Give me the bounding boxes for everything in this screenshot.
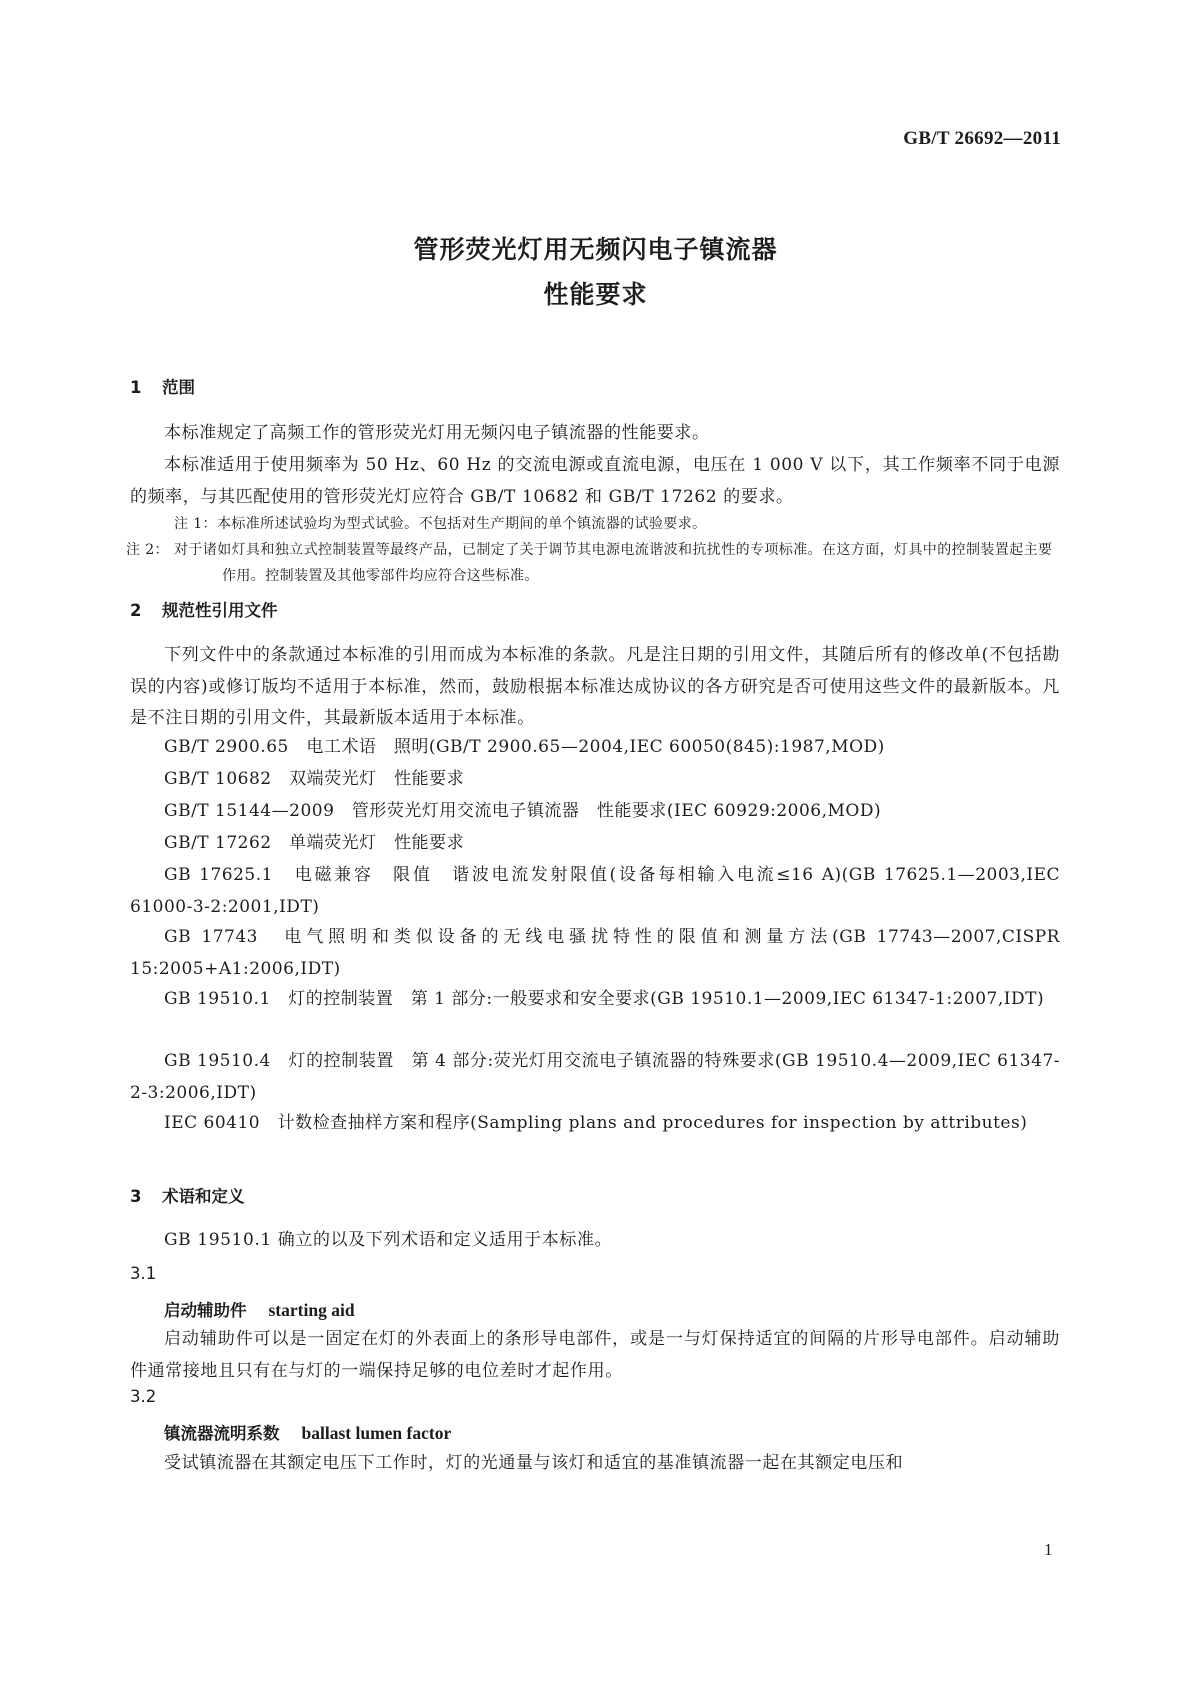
section-heading-scope bbox=[130, 374, 195, 398]
reference-item: GB 17743 电气照明和类似设备的无线电骚扰特性的限值和测量方法(GB 17743—2007,CISPR 15:2005+A1:2006,IDT) bbox=[130, 927, 1060, 979]
clause-number: 3.2 bbox=[130, 1387, 157, 1406]
term-heading bbox=[164, 1420, 451, 1444]
section-title: 规范性引用文件 bbox=[162, 601, 278, 620]
document-number: GB/T 26692—2011 bbox=[903, 128, 1061, 149]
terms-intro: GB 19510.1 确立的以及下列术语和定义适用于本标准。 bbox=[164, 1230, 613, 1250]
reference-item: GB/T 15144—2009 管形荧光灯用交流电子镇流器 性能要求(IEC 60929:2006,MOD) bbox=[164, 801, 882, 821]
reference-item: GB 19510.1 灯的控制装置 第 1 部分:一般要求和安全要求(GB 19510.1—2009,IEC 61347-1:2007,IDT) bbox=[164, 989, 1045, 1009]
reference-item: GB/T 2900.65 电工术语 照明(GB/T 2900.65—2004,IEC 60050(845):1987,MOD) bbox=[164, 737, 885, 757]
note-label: 注 1： bbox=[174, 516, 217, 532]
document-subtitle: 性能要求 bbox=[543, 280, 648, 309]
note-1 bbox=[174, 511, 1060, 537]
document-title: 管形荧光灯用无频闪电子镇流器 bbox=[413, 235, 778, 264]
note-text: 对于诸如灯具和独立式控制装置等最终产品，已制定了关于调节其电源电流谐波和抗扰性的专项标准。在这方面，灯具中的控制装置起主要作用。控制装置及其他零部件均应符合这些标准。 bbox=[174, 542, 1053, 584]
term-zh: 镇流器流明系数 bbox=[164, 1424, 280, 1443]
note-text: 本标准所述试验均为型式试验。不包括对生产期间的单个镇流器的试验要求。 bbox=[216, 516, 707, 532]
page-number: 1 bbox=[1044, 1540, 1053, 1559]
section-number: 3 bbox=[130, 1187, 142, 1206]
term-en: starting aid bbox=[268, 1300, 355, 1320]
clause-number: 3.1 bbox=[130, 1264, 157, 1283]
reference-item: GB 19510.4 灯的控制装置 第 4 部分:荧光灯用交流电子镇流器的特殊要求(GB 19510.4—2009,IEC 61347-2-3:2006,IDT) bbox=[130, 1051, 1060, 1103]
section-number: 1 bbox=[130, 378, 142, 397]
section-number: 2 bbox=[130, 601, 142, 620]
term-definition: 启动辅助件可以是一固定在灯的外表面上的条形导电部件，或是一与灯保持适宜的间隔的片形导电部件。启动辅助件通常接地且只有在与灯的一端保持足够的电位差时才起作用。 bbox=[130, 1329, 1060, 1381]
term-en: ballast lumen factor bbox=[301, 1423, 452, 1443]
reference-item: GB 17625.1 电磁兼容 限值 谐波电流发射限值(设备每相输入电流≤16 A)(GB 17625.1—2003,IEC 61000-3-2:2001,IDT) bbox=[130, 865, 1060, 917]
term-heading bbox=[164, 1297, 355, 1321]
normative-intro: 下列文件中的条款通过本标准的引用而成为本标准的条款。凡是注日期的引用文件，其随后所有的修改单(不包括勘误的内容)或修订版均不适用于本标准，然而，鼓励根据本标准达成协议的各方研究是否可使用这些文件的最新版本。凡是不注日期的引用文件，其最新版本适用于本标准。 bbox=[130, 645, 1060, 728]
scope-paragraph-1: 本标准规定了高频工作的管形荧光灯用无频闪电子镇流器的性能要求。 bbox=[164, 423, 710, 443]
scope-paragraph-2: 本标准适用于使用频率为 50 Hz、60 Hz 的交流电源或直流电源，电压在 1 000 V 以下，其工作频率不同于电源的频率，与其匹配使用的管形荧光灯应符合 GB/T 10682 和 GB/T 17262 的要求。 bbox=[130, 455, 1060, 507]
reference-item: GB/T 17262 单端荧光灯 性能要求 bbox=[164, 833, 465, 853]
reference-item: GB/T 10682 双端荧光灯 性能要求 bbox=[164, 769, 465, 789]
section-heading-normative-references bbox=[130, 597, 278, 621]
section-heading-terms bbox=[130, 1183, 245, 1207]
term-definition: 受试镇流器在其额定电压下工作时，灯的光通量与该灯和适宜的基准镇流器一起在其额定电压和 bbox=[164, 1453, 904, 1473]
reference-item: IEC 60410 计数检查抽样方案和程序(Sampling plans and procedures for inspection by attributes) bbox=[164, 1113, 1028, 1133]
section-title: 术语和定义 bbox=[162, 1187, 245, 1206]
section-title: 范围 bbox=[162, 378, 195, 397]
note-2: 注 2： 对于诸如灯具和独立式控制装置等最终产品，已制定了关于调节其电源电流谐波和抗扰性的专项标准。在这方面，灯具中的控制装置起主要作用。控制装置及其他零部件均应符合这些标准。 bbox=[126, 542, 1053, 584]
term-zh: 启动辅助件 bbox=[164, 1301, 247, 1320]
